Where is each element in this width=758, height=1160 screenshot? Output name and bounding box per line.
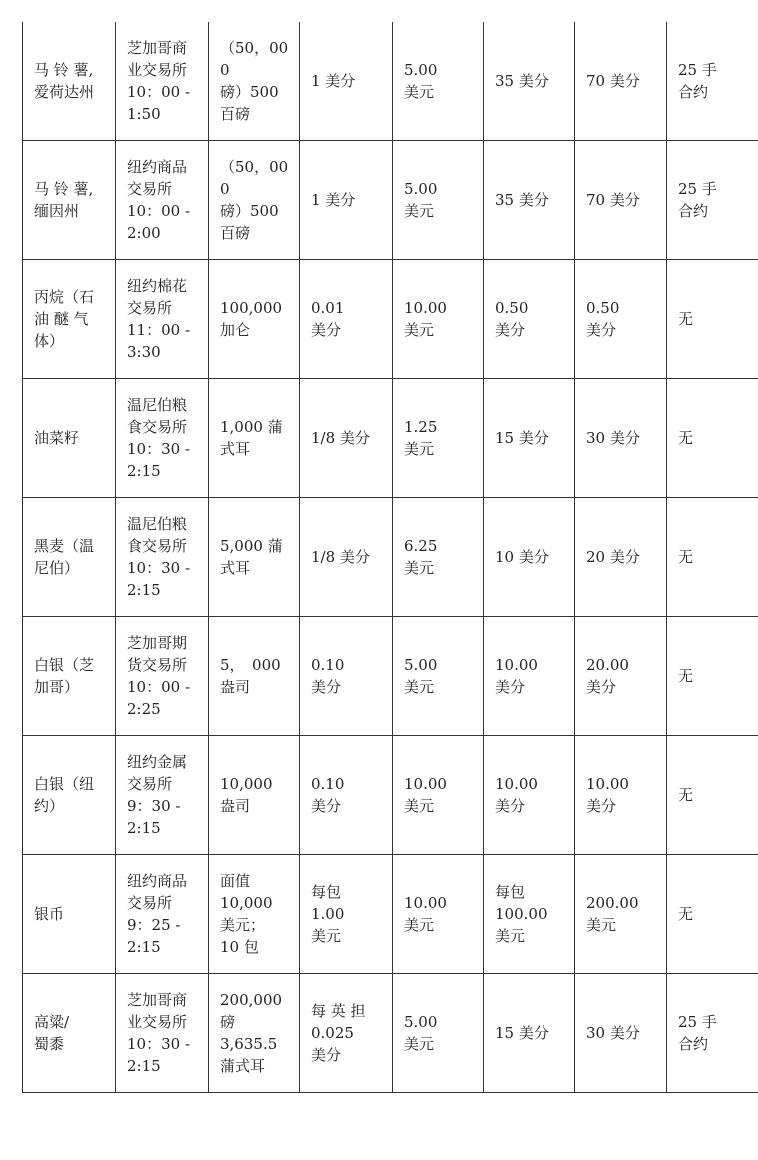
- exchange-hours-cell: 纽约棉花 交易所 11：00 - 3:30: [116, 260, 209, 379]
- exchange-hours-cell: 芝加哥期 货交易所 10：00 - 2:25: [116, 617, 209, 736]
- min-fluctuation-cell: 0.10 美分: [300, 736, 393, 855]
- contract-size-cell: 200,000 磅 3,635.5 蒲式耳: [209, 974, 300, 1093]
- contract-size-cell: 100,000 加仑: [209, 260, 300, 379]
- max-range-cell: 10.00 美分: [575, 736, 667, 855]
- exchange-hours-cell: 温尼伯粮 食交易所 10：30 - 2:15: [116, 498, 209, 617]
- daily-limit-cell: 15 美分: [484, 974, 575, 1093]
- daily-limit-cell: 10.00 美分: [484, 617, 575, 736]
- table-row: [23, 617, 758, 736]
- daily-limit-cell: 10 美分: [484, 498, 575, 617]
- commodity-cell: 银币: [23, 855, 116, 974]
- max-range-cell: 20 美分: [575, 498, 667, 617]
- min-fluctuation-cell: 每包 1.00 美元: [300, 855, 393, 974]
- contract-size-cell: 5， 000 盎司: [209, 617, 300, 736]
- daily-limit-cell: 每包 100.00 美元: [484, 855, 575, 974]
- table-body: [23, 22, 758, 1093]
- min-fluctuation-cell: 1 美分: [300, 141, 393, 260]
- table-row: [23, 855, 758, 974]
- min-value-cell: 5.00 美元: [393, 22, 484, 141]
- exchange-hours-cell: 纽约商品 交易所 9：25 - 2:15: [116, 855, 209, 974]
- commodity-cell: 白银（纽 约）: [23, 736, 116, 855]
- max-range-cell: 70 美分: [575, 22, 667, 141]
- table-row: [23, 22, 758, 141]
- min-value-cell: 5.00 美元: [393, 617, 484, 736]
- commodity-cell: 丙烷（石 油 醚 气 体）: [23, 260, 116, 379]
- max-range-cell: 200.00 美元: [575, 855, 667, 974]
- min-fluctuation-cell: 每 英 担 0.025 美分: [300, 974, 393, 1093]
- daily-limit-cell: 35 美分: [484, 22, 575, 141]
- min-fluctuation-cell: 1 美分: [300, 22, 393, 141]
- min-value-cell: 5.00 美元: [393, 141, 484, 260]
- min-value-cell: 10.00 美元: [393, 260, 484, 379]
- contract-size-cell: （50，000 磅）500 百磅: [209, 141, 300, 260]
- position-limit-cell: 无: [667, 498, 758, 617]
- table-row: [23, 379, 758, 498]
- contract-size-cell: 1,000 蒲 式耳: [209, 379, 300, 498]
- max-range-cell: 70 美分: [575, 141, 667, 260]
- max-range-cell: 30 美分: [575, 974, 667, 1093]
- exchange-hours-cell: 温尼伯粮 食交易所 10：30 - 2:15: [116, 379, 209, 498]
- contract-size-cell: 面值 10,000 美元； 10 包: [209, 855, 300, 974]
- commodity-cell: 黑麦（温 尼伯）: [23, 498, 116, 617]
- table-row: [23, 260, 758, 379]
- max-range-cell: 20.00 美分: [575, 617, 667, 736]
- daily-limit-cell: 35 美分: [484, 141, 575, 260]
- daily-limit-cell: 15 美分: [484, 379, 575, 498]
- position-limit-cell: 无: [667, 617, 758, 736]
- exchange-hours-cell: 纽约金属 交易所 9：30 - 2:15: [116, 736, 209, 855]
- commodity-cell: 白银（芝 加哥）: [23, 617, 116, 736]
- min-value-cell: 1.25 美元: [393, 379, 484, 498]
- contract-size-cell: 5,000 蒲 式耳: [209, 498, 300, 617]
- position-limit-cell: 25 手 合约: [667, 141, 758, 260]
- position-limit-cell: 无: [667, 855, 758, 974]
- contract-size-cell: （50，000 磅）500 百磅: [209, 22, 300, 141]
- exchange-hours-cell: 芝加哥商 业交易所 10：30 - 2:15: [116, 974, 209, 1093]
- min-fluctuation-cell: 1/8 美分: [300, 498, 393, 617]
- futures-contract-table: [22, 22, 758, 1093]
- daily-limit-cell: 10.00 美分: [484, 736, 575, 855]
- daily-limit-cell: 0.50 美分: [484, 260, 575, 379]
- position-limit-cell: 无: [667, 379, 758, 498]
- max-range-cell: 30 美分: [575, 379, 667, 498]
- table-row: [23, 498, 758, 617]
- min-value-cell: 10.00 美元: [393, 855, 484, 974]
- commodity-cell: 马 铃 薯, 缅因州: [23, 141, 116, 260]
- commodity-cell: 马 铃 薯, 爱荷达州: [23, 22, 116, 141]
- min-value-cell: 6.25 美元: [393, 498, 484, 617]
- commodity-cell: 高粱/ 蜀黍: [23, 974, 116, 1093]
- exchange-hours-cell: 纽约商品 交易所 10：00 - 2:00: [116, 141, 209, 260]
- position-limit-cell: 无: [667, 260, 758, 379]
- commodity-cell: 油菜籽: [23, 379, 116, 498]
- table-row: [23, 141, 758, 260]
- table-row: [23, 736, 758, 855]
- position-limit-cell: 25 手 合约: [667, 22, 758, 141]
- min-fluctuation-cell: 0.10 美分: [300, 617, 393, 736]
- min-fluctuation-cell: 1/8 美分: [300, 379, 393, 498]
- contract-size-cell: 10,000 盎司: [209, 736, 300, 855]
- min-value-cell: 5.00 美元: [393, 974, 484, 1093]
- min-value-cell: 10.00 美元: [393, 736, 484, 855]
- position-limit-cell: 无: [667, 736, 758, 855]
- exchange-hours-cell: 芝加哥商 业交易所 10：00 - 1:50: [116, 22, 209, 141]
- position-limit-cell: 25 手 合约: [667, 974, 758, 1093]
- table-row: [23, 974, 758, 1093]
- min-fluctuation-cell: 0.01 美分: [300, 260, 393, 379]
- max-range-cell: 0.50 美分: [575, 260, 667, 379]
